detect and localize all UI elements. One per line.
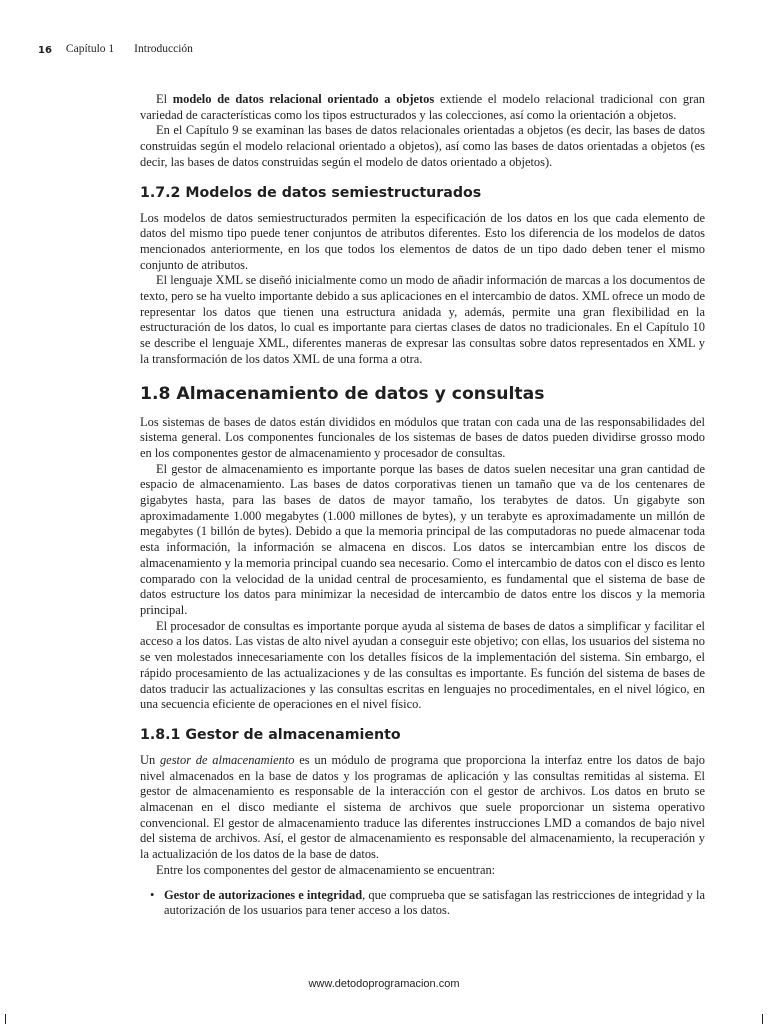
paragraph: Los modelos de datos semiestructurados permiten la especificación de los datos en los que cada elemento de datos del mismo tipo puede tener conjuntos de atributos diferentes. Esto los diferencia de los modelos de datos mencionados anteriormente, en los que todos los elementos de datos de un tipo dado deben tener el mismo conjunto de atributos. xyxy=(140,210,705,272)
paragraph: En el Capítulo 9 se examinan las bases de datos relacionales orientadas a objetos (es decir, las bases de datos construidas según el modelo relacional orientado a objetos), así como las bases de datos orientadas a objetos (es decir, las bases de datos construidas según el modelo de datos orientado a objetos). xyxy=(140,123,705,169)
paragraph: Los sistemas de bases de datos están divididos en módulos que tratan con cada una de las responsabilidades del sistema general. Los componentes funcionales de los sistemas de bases de datos pueden dividirse grosso modo en los componentes gestor de almacenamiento y procesador de consultas. xyxy=(140,414,705,460)
section-heading: 1.8.1 Gestor de almacenamiento xyxy=(140,726,401,743)
italic-term: gestor de almacenamiento xyxy=(159,752,295,767)
paragraph: El modelo de datos relacional orientado a objetos extiende el modelo relacional tradicional con gran variedad de características como los tipos estructurados y las colecciones, así como la orientación a objetos. xyxy=(140,92,705,122)
paragraph: Entre los componentes del gestor de almacenamiento se encuentran: xyxy=(156,862,496,877)
paragraph: Un gestor de almacenamiento es un módulo de programa que proporciona la interfaz entre los datos de bajo nivel almacenados en la base de datos y los programas de aplicación y las consultas remitidas al sistema. El gestor de almacenamiento es responsable de la interacción con el gestor de archivos. Los datos en bruto se almacenan en el disco mediante el sistema de archivos que suele proporcionar un sistema operativo convencional. El gestor de almacenamiento traduce las diferentes instrucciones LMD a comandos de bajo nivel del sistema de archivos. Así, el gestor de almacenamiento es responsable del almacenamiento, la recuperación y la actualización de los datos de la base de datos. xyxy=(140,752,705,862)
page-body xyxy=(140,92,705,919)
paragraph: El procesador de consultas es importante porque ayuda al sistema de bases de datos a simplificar y facilitar el acceso a los datos. Las vistas de alto nivel ayudan a conseguir este objetivo; con ellas, los usuarios del sistema no se ven molestados innecesariamente con los detalles físicos de la implementación del sistema. Sin embargo, el rápido procesamiento de las actualizaciones y de las consultas es importante. Es función del sistema de bases de datos traducir las actualizaciones y las consultas escritas en lenguajes no procedimentales, en el nivel lógico, en una secuencia eficiente de operaciones en el nivel físico. xyxy=(140,618,705,712)
section-heading: 1.7.2 Modelos de datos semiestructurados xyxy=(140,184,482,201)
footer-url: www.detodoprogramacion.com xyxy=(308,978,460,990)
bullet-icon: • xyxy=(150,887,155,902)
bullet-list xyxy=(140,888,705,919)
crop-mark xyxy=(762,1014,763,1024)
section-heading: 1.8 Almacenamiento de datos y consultas xyxy=(140,383,545,404)
running-header xyxy=(38,43,193,58)
chapter-title: Introducción xyxy=(134,43,193,55)
paragraph: El gestor de almacenamiento es importante porque las bases de datos suelen necesitar una gran cantidad de espacio de almacenamiento. Las bases de datos corporativas tienen un tamaño que va de los centenares de gigabytes hasta, para las bases de datos de mayor tamaño, los terabytes de datos. Un gigabyte son aproximadamente 1.000 megabytes (1.000 millones de bytes), y un terabyte es aproximadamente un millón de megabytes (1 billón de bytes). Debido a que la memoria principal de las computadoras no puede almacenar toda esta información, la información se almacena en discos. Los datos se intercambian entre los discos de almacenamiento y la memoria principal cuando sea necesario. Como el intercambio de datos con el disco es lento comparado con la velocidad de la unidad central de procesamiento, es fundamental que el sistema de base de datos estructure los datos para minimizar la necesidad de intercambio de datos entre los discos y la memoria principal. xyxy=(140,461,706,617)
page-number: 16 xyxy=(38,45,52,56)
bold-term: modelo de datos relacional orientado a objetos xyxy=(172,92,435,106)
bold-term: Gestor de autorizaciones e integridad xyxy=(164,887,363,902)
list-item: • Gestor de autorizaciones e integridad, que comprueba que se satisfagan las restricciones de integridad y la autorización de los usuarios para tener acceso a los datos. xyxy=(150,887,705,918)
paragraph: El lenguaje XML se diseñó inicialmente como un modo de añadir información de marcas a los documentos de texto, pero se ha vuelto importante debido a sus aplicaciones en el intercambio de datos. XML ofrece un modo de representar los datos que tienen una estructura anidada y, además, permite una gran flexibilidad en la estructuración de los datos, lo cual es importante para ciertas clases de datos no tradicionales. En el Capítulo 10 se describe el lenguaje XML, diferentes maneras de expresar las consultas sobre datos representados en XML y la transformación de los datos XML de una forma a otra. xyxy=(140,273,705,366)
chapter-label: Capítulo 1 xyxy=(65,43,115,55)
crop-mark xyxy=(5,1014,6,1024)
